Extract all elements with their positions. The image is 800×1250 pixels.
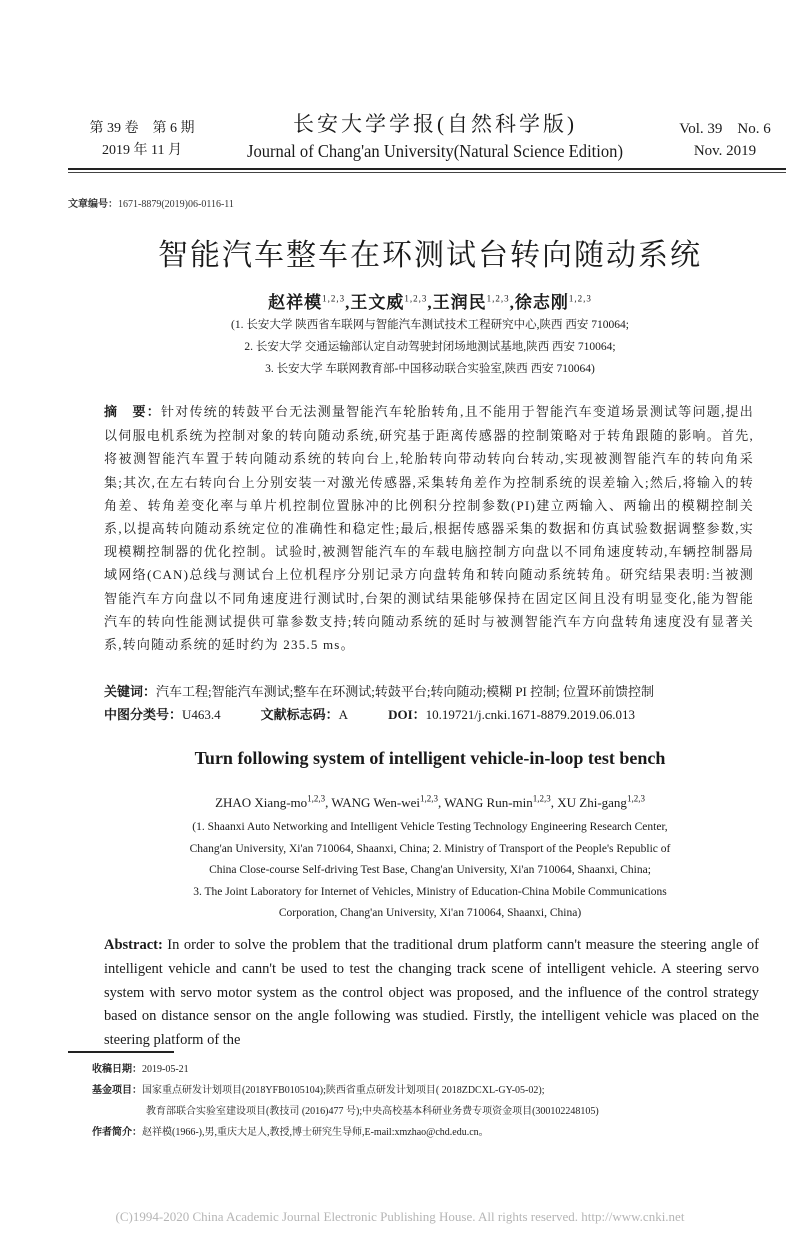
- author-en: WANG Wen-wei: [331, 795, 421, 810]
- author-cn: 王文威: [350, 293, 405, 312]
- copyright-watermark: (C)1994-2020 China Academic Journal Electronic Publishing House. All rights reserved. http://www.cnki.net: [115, 1209, 685, 1224]
- affiliation-line: 3. The Joint Laboratory for Internet of Vehicles, Ministry of Education-China Mobile Communications: [193, 885, 667, 898]
- affiliation-line: Corporation, Chang'an University, Xi'an 710064, Shaanxi, China): [278, 907, 582, 919]
- affiliations-cn: [70, 314, 790, 380]
- affiliation-line: 3. 长安大学 车联网教育部-中国移动联合实验室,陕西 西安 710064): [265, 363, 595, 375]
- affiliation-line: 2. 长安大学 交通运输部认定自动驾驶封闭场地测试基地,陕西 西安 710064;: [244, 341, 616, 353]
- doi-label: DOI：: [388, 707, 426, 722]
- received-label: 收稿日期：: [92, 1064, 142, 1075]
- authors-en: ZHAO Xiang-mo$^{1,2,3}$, WANG Wen-wei$^{1,2,3}$, WANG Run-$\min^{1,2,3}$, XU Zhi-gang$^{1,2,3}$: [215, 793, 645, 810]
- clc-value: U463.4: [182, 707, 221, 722]
- footnote-rule: [68, 1051, 174, 1053]
- affiliation-line: (1. Shaanxi Auto Networking and Intelligent Vehicle Testing Technology Engineering Research Center,: [192, 821, 668, 833]
- author-affiliation-sup: 1,2,3: [322, 293, 346, 304]
- header-rule-thin: [68, 172, 786, 173]
- doc-code-label: 文献标志码：: [260, 708, 339, 723]
- keywords-label: 关键词：: [104, 685, 157, 700]
- abstract-en-label: Abstract:: [104, 937, 163, 953]
- journal-name: [220, 110, 650, 164]
- article-number-label: 文章编号：: [68, 199, 118, 210]
- fund-line-1: 国家重点研发计划项目(2018YFB0105104);陕西省重点研发计划项目( 2018ZDCXL-GY-05-02);: [142, 1085, 545, 1096]
- affiliation-line: China Close-course Self-driving Test Base, Chang'an University, Xi'an 710064, Shaanxi, China;: [209, 864, 651, 876]
- journal-name-en: Journal of Chang'an University(Natural Science Edition): [247, 141, 623, 161]
- author-en: WANG Run-min: [444, 795, 533, 810]
- abstract-cn: [104, 400, 754, 656]
- journal-name-cn: 长安大学学报(自然科学版): [293, 112, 577, 136]
- author-cn: 赵祥模: [268, 293, 323, 312]
- doc-code-value: A: [338, 707, 349, 722]
- affiliation-line: Chang'an University, Xi'an 710064, Shaanxi, China; 2. Ministry of Transport of the People's Republic of: [189, 842, 671, 855]
- affiliations-en: [100, 817, 760, 925]
- volume-issue-cn: 第 39 卷 第 6 期: [89, 121, 195, 136]
- abstract-en-text: In order to solve the problem that the traditional drum platform cann't measure the steering angle of intelligent vehicle and cann't be used to test the changing track scene of intelligent vehicle. A steering servo system with servo motor system as the control object was proposed, and the influence of the control strategy based on distance sensor on the angle following was studied. Firstly, the intelligent vehicle was placed on the steering platform of the: [104, 937, 759, 1049]
- author-en: XU Zhi-gang: [557, 795, 627, 810]
- fund-line-2: 教育部联合实验室建设项目(教技司 (2016)477 号);中央高校基本科研业务费专项资金项目(300102248105): [146, 1106, 599, 1117]
- author-bio-label: 作者简介：: [92, 1127, 142, 1138]
- footnote-author: [92, 1124, 489, 1142]
- authors-cn: 赵祥模$^{1,2,3}$,王文威$^{1,2,3}$,王润民$^{1,2,3}$,徐志刚$^{1,2,3}$: [268, 293, 592, 312]
- title-cn: 智能汽车整车在环测试台转向随动系统: [158, 238, 702, 273]
- author-en: ZHAO Xiang-mo: [215, 795, 308, 810]
- keywords-text: 汽车工程;智能汽车测试;整车在环测试;转鼓平台;转向随动;模糊 PI 控制; 位置环前馈控制: [156, 684, 654, 699]
- date-en: Nov. 2019: [693, 143, 757, 159]
- author-bio-value: 赵祥模(1966-),男,重庆大足人,教授,博士研究生导师,E-mail:xmzhao@chd.edu.cn。: [142, 1127, 489, 1138]
- author-affiliation-sup: 1,2,3: [420, 793, 439, 804]
- author-cn: 徐志刚: [514, 293, 569, 312]
- abstract-cn-text: 针对传统的转鼓平台无法测量智能汽车轮胎转角,且不能用于智能汽车变道场景测试等问题,提出以伺服电机系统为控制对象的转向随动系统,研究基于距离传感器的控制策略对于转角跟随的影响。首先,将被测智能汽车置于转向随动系统的转向台上,轮胎转向带动转向台转动,实现被测智能汽车的转向角采集;其次,在左右转向台上分别安装一对激光传感器,采集转角差作为控制系统的误差输入;然后,将输入的转角差、转角差变化率与单片机控制位置脉冲的比例积分控制参数(PI)建立两输入、两输出的模糊控制关系,以提高转向随动系统定位的准确性和稳定性;最后,根据传感器采集的数据和仿真试验数据调整参数,实现模糊控制器的优化控制。试验时,被测智能汽车的车载电脑控制方向盘以不同角速度转动,车辆控制器局域网络(CAN)总线与测试台上位机程序分别记录方向盘转角和转向随动系统转角。研究结果表明:当被测智能汽车方向盘以不同角速度进行测试时,台架的测试结果能够保持在固定区间且没有明显变化,能为智能汽车的转向性能测试提供可靠参数支持;转向随动系统的延时与被测智能汽车方向盘转角速度没有显著关系,转向随动系统的延时约为 235.5 ms。: [104, 404, 754, 653]
- received-value: 2019-05-21: [142, 1064, 189, 1075]
- volume-issue-en: Vol. 39 No. 6: [679, 121, 771, 137]
- footnote-received: [92, 1061, 189, 1079]
- footnote-fund: [92, 1082, 545, 1100]
- abstract-en: [104, 934, 759, 1053]
- classification: [104, 704, 764, 727]
- author-affiliation-sup: 1,2,3: [568, 293, 592, 304]
- author-affiliation-sup: 1,2,3: [307, 793, 326, 804]
- author-affiliation-sup: 1,2,3: [404, 293, 428, 304]
- author-affiliation-sup: 1,2,3: [532, 793, 551, 804]
- affiliation-line: (1. 长安大学 陕西省车联网与智能汽车测试技术工程研究中心,陕西 西安 710064;: [230, 319, 630, 331]
- header-issue-en: [660, 118, 790, 162]
- fund-label: 基金项目：: [92, 1085, 142, 1096]
- doi-value: 10.19721/j.cnki.1671-8879.2019.06.013: [425, 707, 636, 722]
- footnote-fund-continued: [146, 1103, 599, 1121]
- clc-label: 中图分类号：: [104, 708, 183, 723]
- keywords-cn: [104, 681, 764, 704]
- author-cn: 王润民: [432, 293, 487, 312]
- author-affiliation-sup: 1,2,3: [626, 793, 645, 804]
- date-cn: 2019 年 11 月: [102, 143, 182, 158]
- title-en: Turn following system of intelligent vehicle-in-loop test bench: [194, 748, 666, 768]
- abstract-cn-label: 摘 要：: [104, 405, 161, 420]
- author-affiliation-sup: 1,2,3: [486, 293, 510, 304]
- article-number-value: 1671-8879(2019)06-0116-11: [118, 199, 234, 210]
- article-number: [68, 195, 234, 210]
- header-rule: [68, 168, 786, 170]
- header-issue-cn: [72, 118, 212, 162]
